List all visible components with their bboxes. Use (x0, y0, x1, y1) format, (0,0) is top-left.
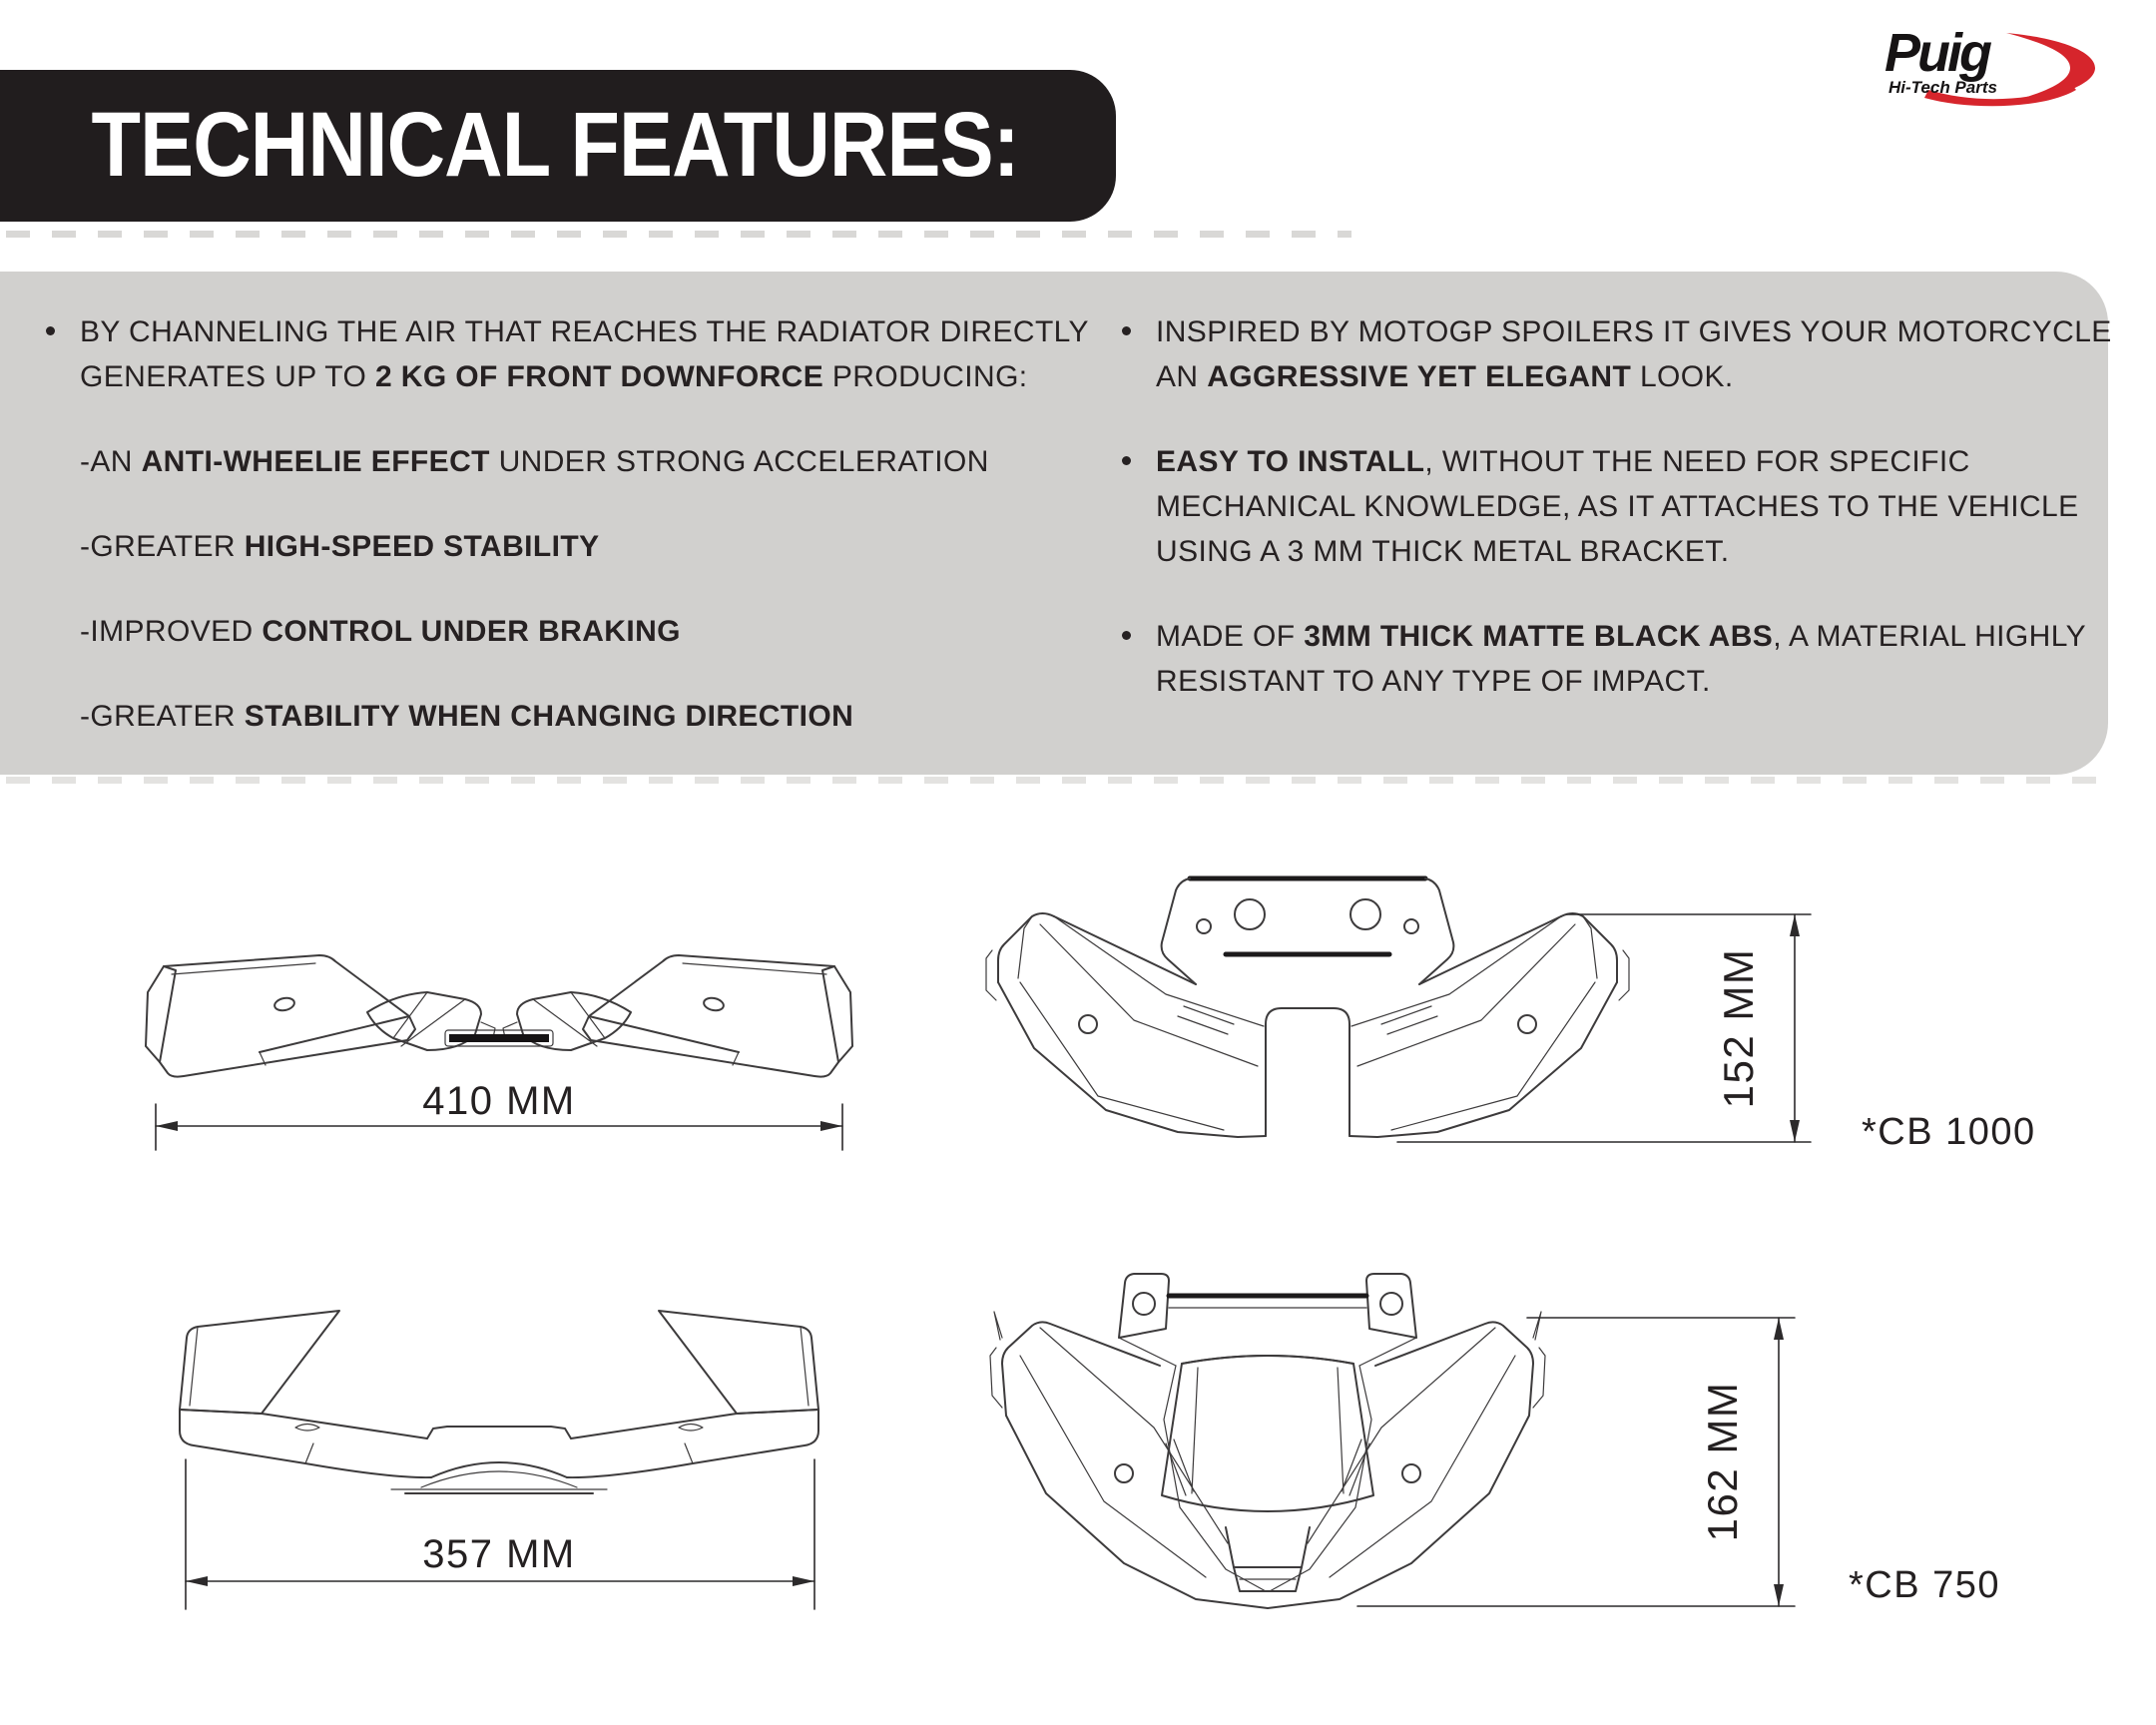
dimension-label-357: 357 MM (422, 1532, 576, 1576)
feature-item-motogp (1156, 309, 2154, 399)
feature-text: INSPIRED BY MOTOGP SPOILERS IT GIVES YOUR MOTORCYCLE (1156, 315, 2112, 348)
feature-text: BY CHANNELING THE AIR THAT REACHES THE RADIATOR DIRECTLY (80, 315, 1089, 348)
feature-item-install (1156, 439, 2154, 574)
feature-text: -IMPROVED (80, 615, 263, 648)
feature-text: MECHANICAL KNOWLEDGE, AS IT ATTACHES TO THE VEHICLE (1156, 490, 2079, 523)
feature-line (80, 609, 1078, 654)
feature-line (80, 524, 1078, 569)
feature-text: AN (1156, 360, 1208, 393)
feature-subitem-antiwheelie (80, 439, 1078, 484)
feature-text-bold: AGGRESSIVE YET ELEGANT (1207, 360, 1632, 393)
dimension-label-162: 162 MM (1699, 1381, 1746, 1542)
feature-text-bold: CONTROL UNDER BRAKING (262, 615, 681, 648)
puig-logo-tagline: Hi-Tech Parts (1888, 78, 1997, 97)
feature-text-bold: HIGH-SPEED STABILITY (244, 530, 600, 563)
model-label-cb1000: *CB 1000 (1862, 1111, 2036, 1153)
feature-text-bold: EASY TO INSTALL (1156, 445, 1425, 478)
dashed-divider-bottom (6, 777, 2098, 784)
dimension-label-410: 410 MM (422, 1079, 576, 1123)
feature-subitem-direction (80, 694, 1078, 739)
drawing-cb1000-front (110, 928, 888, 1258)
bullet-dot-icon (1122, 456, 1131, 465)
feature-subitem-braking (80, 609, 1078, 654)
feature-item-material (1156, 614, 2154, 704)
dashed-divider-top (6, 231, 1351, 238)
page-title: TECHNICAL FEATURES: (91, 94, 1019, 196)
puig-logo (1883, 23, 2096, 110)
feature-text: , A MATERIAL HIGHLY (1773, 620, 2086, 653)
title-banner (0, 70, 1116, 222)
features-panel (0, 272, 2112, 775)
feature-subitem-stability (80, 524, 1078, 569)
feature-text: LOOK. (1631, 360, 1734, 393)
feature-line (1156, 354, 2154, 399)
feature-text: PRODUCING: (823, 360, 1028, 393)
feature-line (80, 694, 1078, 739)
dimension-357 (186, 1459, 814, 1609)
feature-line (1156, 309, 2154, 354)
puig-logo-brand: Puig (1885, 23, 1989, 83)
feature-item-downforce (80, 309, 1089, 399)
bullet-dot-icon (1122, 631, 1131, 640)
feature-text: UNDER STRONG ACCELERATION (489, 445, 989, 478)
dimension-410 (156, 1079, 842, 1150)
feature-text-bold: 2 KG OF FRONT DOWNFORCE (374, 360, 824, 393)
feature-line (1156, 439, 2154, 484)
feature-line (1156, 614, 2154, 659)
feature-text-bold: STABILITY WHEN CHANGING DIRECTION (244, 700, 854, 733)
feature-text: , WITHOUT THE NEED FOR SPECIFIC (1424, 445, 1970, 478)
features-column-right (1156, 309, 2154, 704)
feature-text-bold: 3MM THICK MATTE BLACK ABS (1304, 620, 1774, 653)
feature-text: RESISTANT TO ANY TYPE OF IMPACT. (1156, 665, 1711, 698)
drawing-cb750-side (928, 1238, 2106, 1657)
feature-text: -GREATER (80, 530, 245, 563)
drawing-cb750-front (110, 1298, 888, 1627)
feature-line (1156, 529, 2154, 574)
feature-text: MADE OF (1156, 620, 1305, 653)
features-column-left (80, 309, 1089, 739)
dimension-label-152: 152 MM (1715, 947, 1762, 1109)
feature-text: -GREATER (80, 700, 245, 733)
drawing-cb1000-side (928, 859, 2106, 1168)
feature-line (1156, 484, 2154, 529)
model-label-cb750: *CB 750 (1849, 1564, 2001, 1606)
feature-line (80, 354, 1078, 399)
feature-line (1156, 659, 2154, 704)
dimension-152 (1397, 914, 2036, 1153)
bullet-dot-icon (46, 326, 55, 335)
feature-line (80, 309, 1089, 354)
feature-text: GENERATES UP TO (80, 360, 375, 393)
bullet-dot-icon (1122, 326, 1131, 335)
feature-line (80, 439, 1078, 484)
feature-text: USING A 3 MM THICK METAL BRACKET. (1156, 535, 1730, 568)
feature-text-bold: ANTI-WHEELIE EFFECT (141, 445, 490, 478)
feature-text: -AN (80, 445, 142, 478)
